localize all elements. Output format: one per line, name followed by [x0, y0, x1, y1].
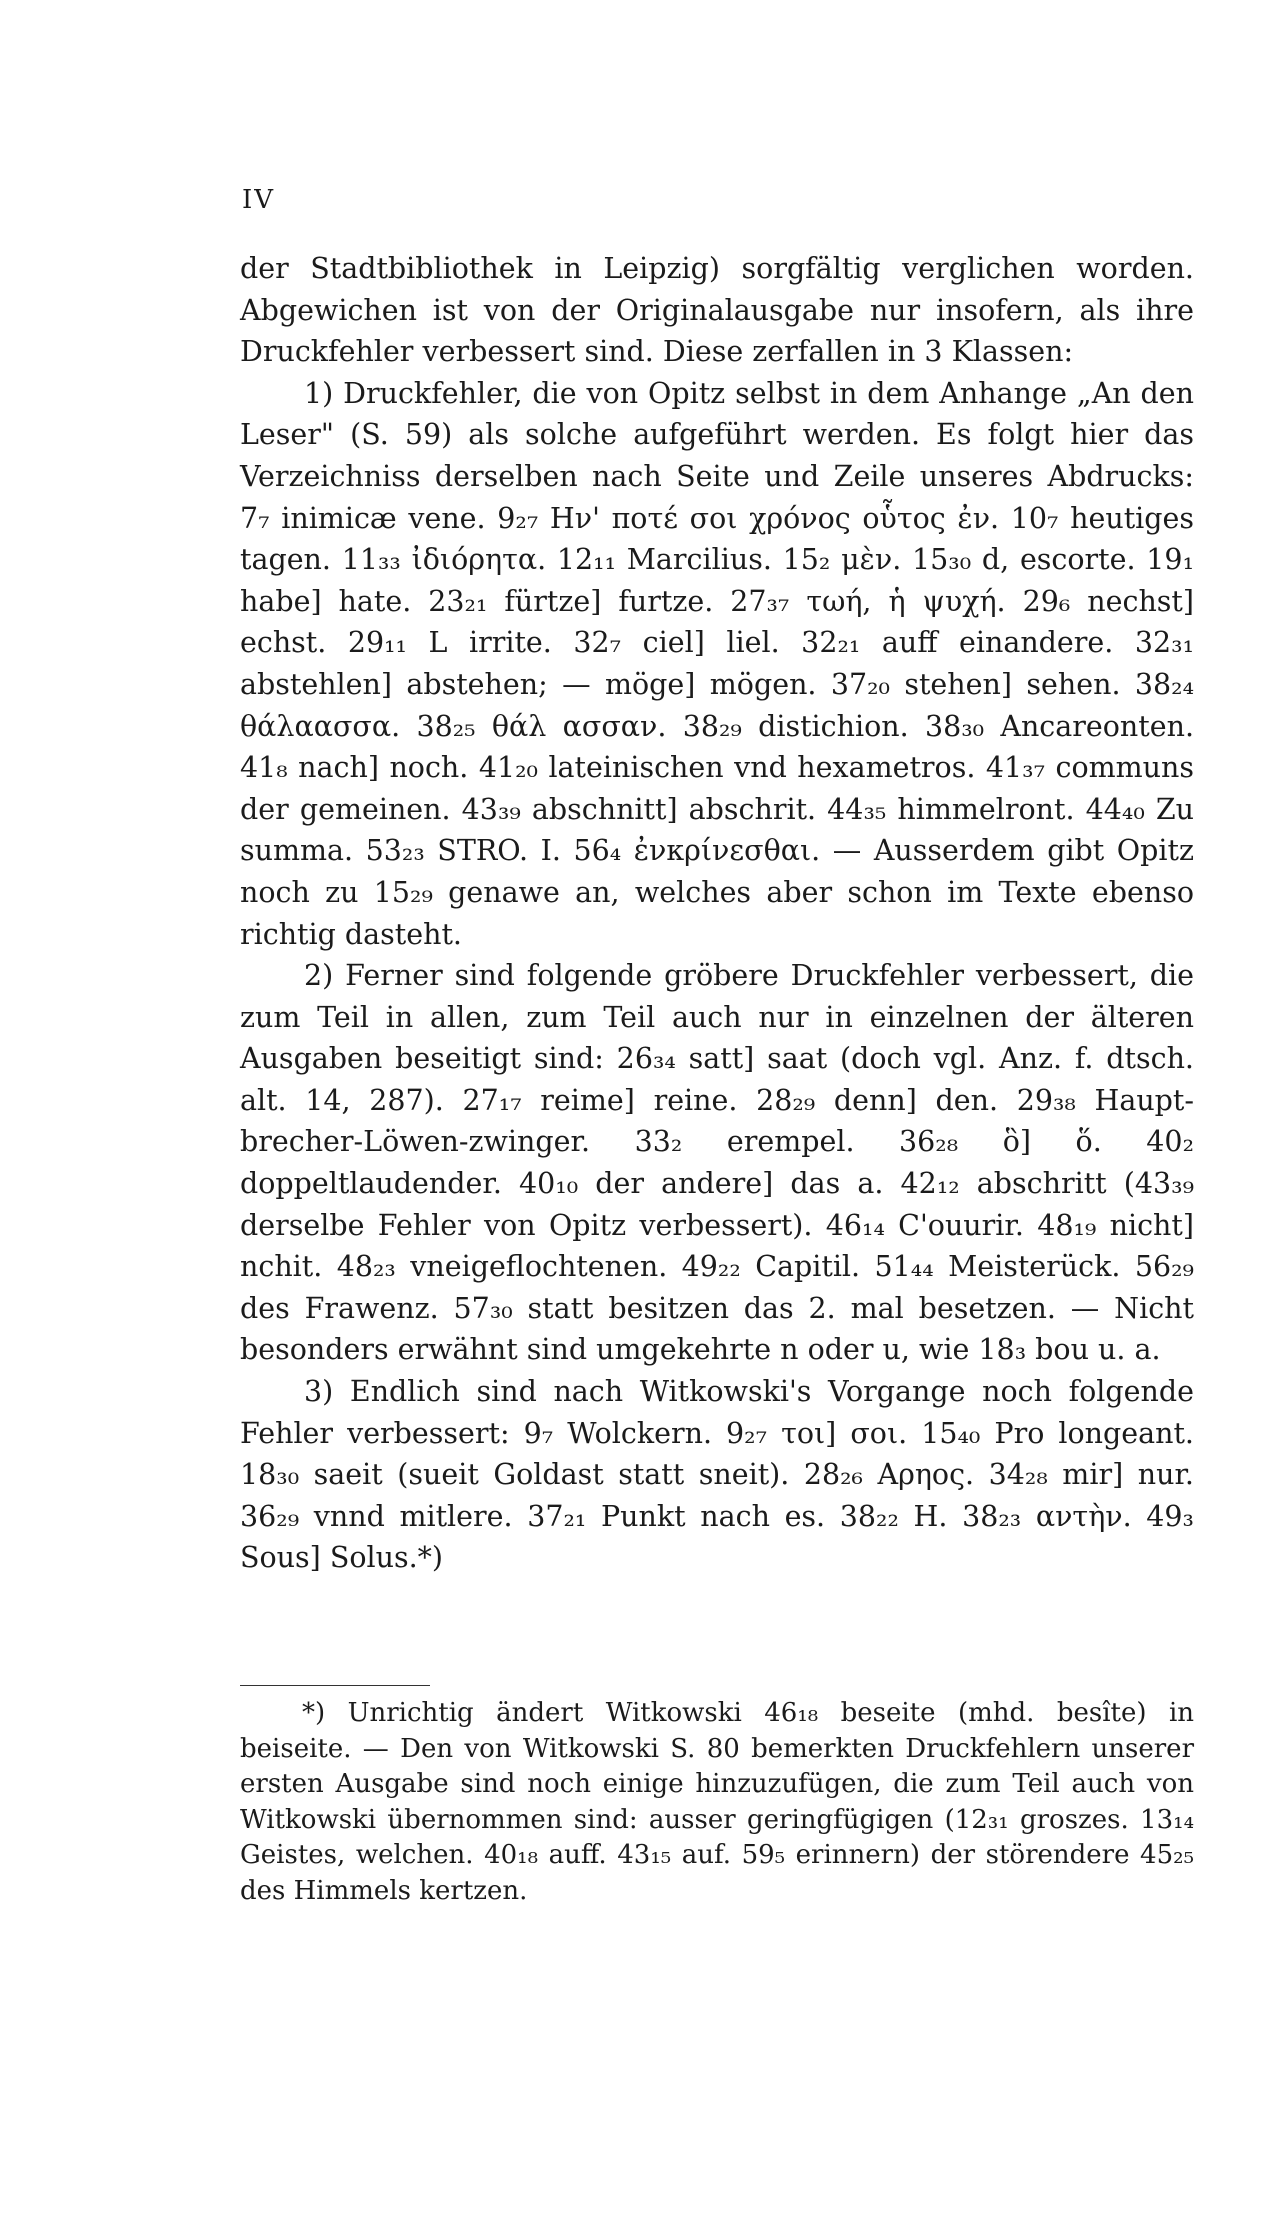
paragraph-class-3: 3) Endlich sind nach Witkowski's Vorgange noch folgende Fehler verbessert: 9₇ Wolckern. 9₂₇ τοι] σοι. 15₄₀ Pro longeant. 18₃₀ saeit (sueit Goldast statt sneit). 28₂₆ Αρηος. 34₂₈ mir] nur. 36₂₉ vnnd mitlere. 37₂₁ Punkt nach es. 38₂₂ H. 38₂₃ αντὴν. 49₃ Sous] Solus.*): [240, 1375, 1194, 1575]
page-number: IV: [242, 185, 276, 215]
paragraph-class-2: 2) Ferner sind folgende gröbere Druckfehler verbessert, die zum Teil in allen, zum Teil auch nur in einzelnen der älteren Ausgaben beseitigt sind: 26₃₄ satt] saat (doch vgl. Anz. f. dtsch. alt. 14, 287). 27₁₇ reime] reine. 28₂₉ denn] den. 29₃₈ Haupt-brecher-Löwen-zwinger. 33₂ erempel. 36₂₈ ὃ] ὅ. 40₂ doppeltlaudender. 40₁₀ der andere] das a. 42₁₂ abschritt (43₃₉ derselbe Fehler von Opitz verbessert). 46₁₄ C'ouurir. 48₁₉ nicht] nchit. 48₂₃ vneigeflochtenen. 49₂₂ Capitil. 51₄₄ Meisterück. 56₂₉ des Frawenz. 57₃₀ statt besitzen das 2. mal besetzen. — Nicht besonders erwähnt sind umgekehrte n oder u, wie 18₃ bou u. a.: [240, 959, 1194, 1367]
paragraph-intro: der Stadtbibliothek in Leipzig) sorgfältig verglichen worden. Abgewichen ist von der Originalausgabe nur insofern, als ihre Druckfehler verbessert sind. Diese zerfallen in 3 Klassen:: [240, 252, 1194, 369]
paragraph-class-1: 1) Druckfehler, die von Opitz selbst in dem Anhange „An den Leser" (S. 59) als solche aufgeführt werden. Es folgt hier das Verzeichniss derselben nach Seite und Zeile unseres Abdrucks: 7₇ inimicæ vene. 9₂₇ Ην' ποτέ σοι χρόνος οὗτος ἐν. 10₇ heutiges tagen. 11₃₃ ἰδιόρητα. 12₁₁ Marcilius. 15₂ μὲν. 15₃₀ d, escorte. 19₁ habe] hate. 23₂₁ fürtze] furtze. 27₃₇ τωή, ἡ ψυχή. 29₆ nechst] echst. 29₁₁ L irrite. 32₇ ciel] liel. 32₂₁ auff einandere. 32₃₁ abstehlen] abstehen; — möge] mögen. 37₂₀ stehen] sehen. 38₂₄ θάλαασσα. 38₂₅ θάλ ασσαν. 38₂₉ distichion. 38₃₀ Ancareonten. 41₈ nach] noch. 41₂₀ lateinischen vnd hexametros. 41₃₇ communs der gemeinen. 43₃₉ abschnitt] abschrit. 44₃₅ himmelront. 44₄₀ Zu summa. 53₂₃ STRO. I. 56₄ ἐνκρίνεσθαι. — Ausserdem gibt Opitz noch zu 15₂₉ genawe an, welches aber schon im Texte ebenso richtig dasteht.: [240, 376, 1194, 951]
footnote-separator: [240, 1685, 430, 1686]
footnote: *) Unrichtig ändert Witkowski 46₁₈ beseite (mhd. besîte) in beiseite. — Den von Witkowski S. 80 bemerkten Druckfehlern unserer ersten Ausgabe sind noch einige hinzuzufügen, die zum Teil auch von Witkowski übernommen sind: ausser geringfügigen (12₃₁ groszes. 13₁₄ Geistes, welchen. 40₁₈ auff. 43₁₅ auf. 59₅ erinnern) der störendere 45₂₅ des Himmels kertzen.: [240, 1698, 1194, 1906]
main-text: [240, 248, 1194, 1579]
